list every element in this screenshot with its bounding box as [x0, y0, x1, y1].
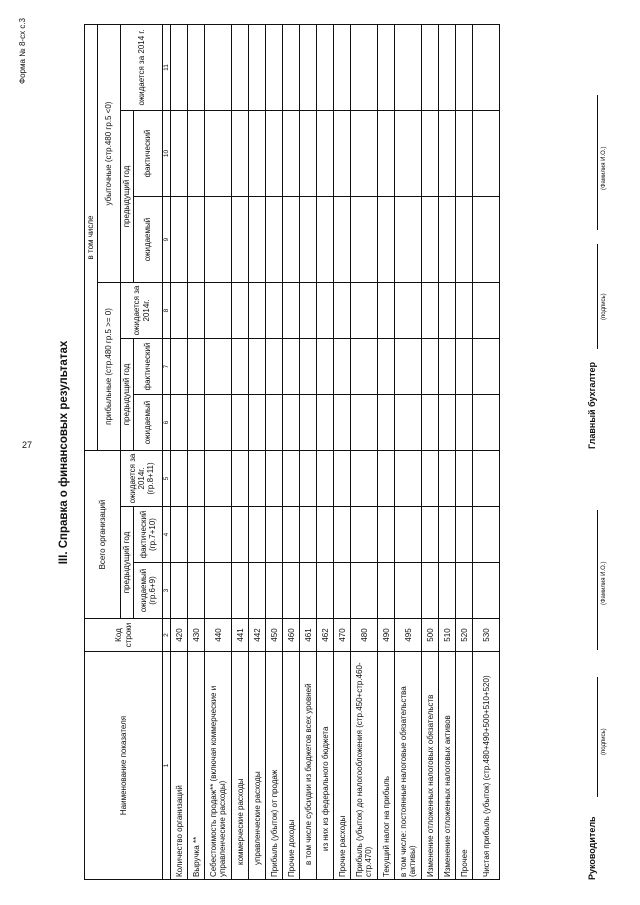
value-cell[interactable] [456, 395, 473, 451]
value-cell[interactable] [422, 111, 439, 197]
value-cell[interactable] [249, 563, 266, 619]
value-cell[interactable] [439, 111, 456, 197]
value-cell[interactable] [300, 24, 317, 110]
row-name: Текущий налог на прибыль [378, 652, 395, 880]
value-cell[interactable] [422, 395, 439, 451]
header-prev-year-all: предыдущий год [121, 507, 134, 619]
value-cell[interactable] [439, 339, 456, 395]
value-cell[interactable] [317, 395, 334, 451]
value-cell[interactable] [378, 507, 395, 563]
header-expected-all: ожидаемый (гр.6+9) [134, 563, 163, 619]
accountant-signature-caption: (подпись) [601, 293, 607, 320]
header-row-1 [85, 24, 98, 879]
value-cell[interactable] [473, 339, 500, 395]
value-cell[interactable] [473, 197, 500, 283]
value-cell[interactable] [422, 339, 439, 395]
head-signature-line [597, 677, 598, 797]
value-cell[interactable] [456, 563, 473, 619]
value-cell[interactable] [283, 395, 300, 451]
value-cell[interactable] [266, 451, 283, 507]
table-row [249, 24, 266, 879]
value-cell[interactable] [473, 563, 500, 619]
value-cell[interactable] [300, 507, 317, 563]
head-label: Руководитель [587, 816, 597, 880]
row-name: Количество организаций [171, 652, 188, 880]
value-cell[interactable] [439, 395, 456, 451]
value-cell[interactable] [266, 563, 283, 619]
value-cell[interactable] [300, 283, 317, 339]
value-cell[interactable] [473, 451, 500, 507]
value-cell[interactable] [456, 283, 473, 339]
value-cell[interactable] [283, 24, 300, 110]
value-cell[interactable] [334, 283, 351, 339]
header-all-orgs: Всего организаций [85, 451, 121, 619]
col-number: 10 [163, 111, 171, 197]
head-name-caption: (Фамилия И.О.) [601, 561, 607, 605]
col-number: 9 [163, 197, 171, 283]
value-cell[interactable] [334, 451, 351, 507]
value-cell[interactable] [378, 111, 395, 197]
value-cell[interactable] [351, 339, 378, 395]
value-cell[interactable] [283, 111, 300, 197]
page-number: 27 [22, 440, 33, 450]
value-cell[interactable] [205, 24, 232, 110]
value-cell[interactable] [205, 111, 232, 197]
table-row [171, 24, 188, 879]
value-cell[interactable] [300, 339, 317, 395]
value-cell[interactable] [439, 563, 456, 619]
value-cell[interactable] [351, 563, 378, 619]
value-cell[interactable] [171, 111, 188, 197]
value-cell[interactable] [171, 197, 188, 283]
value-cell[interactable] [456, 339, 473, 395]
value-cell[interactable] [249, 24, 266, 110]
value-cell[interactable] [205, 395, 232, 451]
value-cell[interactable] [300, 197, 317, 283]
table-body [171, 24, 500, 879]
value-cell[interactable] [300, 395, 317, 451]
value-cell[interactable] [205, 197, 232, 283]
value-cell[interactable] [317, 451, 334, 507]
value-cell[interactable] [395, 507, 422, 563]
header-prev-year-unprofitable: предыдущий год [121, 111, 134, 283]
value-cell[interactable] [266, 111, 283, 197]
header-prev-year-profitable: предыдущий год [121, 339, 134, 451]
value-cell[interactable] [266, 283, 283, 339]
value-cell[interactable] [232, 563, 249, 619]
row-code: 470 [334, 619, 351, 652]
row-name: Прочее [456, 652, 473, 880]
header-actual-unprofitable: фактический [134, 111, 163, 197]
value-cell[interactable] [188, 451, 205, 507]
col-number: 7 [163, 339, 171, 395]
row-name: Прибыль (убыток) до налогообложения (стр.450+стр.460-стр.470) [351, 652, 378, 880]
value-cell[interactable] [351, 24, 378, 110]
value-cell[interactable] [232, 24, 249, 110]
header-actual-all: фактический (гр.7+10) [134, 507, 163, 563]
value-cell[interactable] [334, 197, 351, 283]
value-cell[interactable] [232, 283, 249, 339]
value-cell[interactable] [188, 395, 205, 451]
value-cell[interactable] [456, 111, 473, 197]
row-name: из них из федерального бюджета [317, 652, 334, 880]
col-number: 6 [163, 395, 171, 451]
value-cell[interactable] [378, 395, 395, 451]
col-number: 3 [163, 563, 171, 619]
row-code: 460 [283, 619, 300, 652]
value-cell[interactable] [249, 197, 266, 283]
table-row [283, 24, 300, 879]
value-cell[interactable] [334, 395, 351, 451]
value-cell[interactable] [249, 395, 266, 451]
row-name: Прибыль (убыток) от продаж [266, 652, 283, 880]
value-cell[interactable] [188, 563, 205, 619]
value-cell[interactable] [188, 197, 205, 283]
value-cell[interactable] [317, 111, 334, 197]
value-cell[interactable] [232, 395, 249, 451]
col-number: 5 [163, 451, 171, 507]
value-cell[interactable] [188, 283, 205, 339]
value-cell[interactable] [249, 451, 266, 507]
row-name: Прочие расходы [334, 652, 351, 880]
value-cell[interactable] [473, 111, 500, 197]
value-cell[interactable] [395, 395, 422, 451]
value-cell[interactable] [334, 339, 351, 395]
value-cell[interactable] [283, 339, 300, 395]
row-name: Прочие доходы [283, 652, 300, 880]
value-cell[interactable] [473, 283, 500, 339]
value-cell[interactable] [171, 451, 188, 507]
row-name: Изменение отложенных налоговых активов [439, 652, 456, 880]
col-number: 11 [163, 24, 171, 110]
value-cell[interactable] [188, 507, 205, 563]
row-name: в том числе субсидии из бюджетов всех уровней [300, 652, 317, 880]
table-row [456, 24, 473, 879]
value-cell[interactable] [283, 507, 300, 563]
header-including: в том числе [85, 24, 98, 450]
value-cell[interactable] [473, 24, 500, 110]
value-cell[interactable] [232, 507, 249, 563]
accountant-name-line [597, 95, 598, 230]
value-cell[interactable] [266, 395, 283, 451]
value-cell[interactable] [395, 283, 422, 339]
table-row [205, 24, 232, 879]
value-cell[interactable] [378, 563, 395, 619]
value-cell[interactable] [249, 111, 266, 197]
head-name-line [597, 510, 598, 650]
value-cell[interactable] [456, 24, 473, 110]
value-cell[interactable] [439, 507, 456, 563]
value-cell[interactable] [188, 24, 205, 110]
value-cell[interactable] [422, 563, 439, 619]
value-cell[interactable] [300, 111, 317, 197]
table-row [473, 24, 500, 879]
column-numbers-row [163, 24, 171, 879]
value-cell[interactable] [334, 24, 351, 110]
value-cell[interactable] [422, 507, 439, 563]
row-code: 430 [188, 619, 205, 652]
value-cell[interactable] [439, 197, 456, 283]
value-cell[interactable] [266, 24, 283, 110]
value-cell[interactable] [378, 197, 395, 283]
col-number: 1 [163, 652, 171, 880]
accountant-name-caption: (Фамилия И.О.) [601, 146, 607, 190]
value-cell[interactable] [378, 451, 395, 507]
value-cell[interactable] [249, 507, 266, 563]
value-cell[interactable] [473, 507, 500, 563]
table-row [317, 24, 334, 879]
value-cell[interactable] [334, 507, 351, 563]
table-row [266, 24, 283, 879]
value-cell[interactable] [188, 111, 205, 197]
table-row [395, 24, 422, 879]
header-code: Код строки [85, 619, 163, 652]
value-cell[interactable] [334, 111, 351, 197]
value-cell[interactable] [300, 563, 317, 619]
row-code: 495 [395, 619, 422, 652]
row-code: 490 [378, 619, 395, 652]
value-cell[interactable] [317, 197, 334, 283]
value-cell[interactable] [422, 197, 439, 283]
row-code: 520 [456, 619, 473, 652]
value-cell[interactable] [205, 451, 232, 507]
col-number: 4 [163, 507, 171, 563]
value-cell[interactable] [205, 283, 232, 339]
value-cell[interactable] [351, 451, 378, 507]
value-cell[interactable] [351, 507, 378, 563]
value-cell[interactable] [283, 197, 300, 283]
value-cell[interactable] [456, 197, 473, 283]
value-cell[interactable] [249, 283, 266, 339]
value-cell[interactable] [395, 111, 422, 197]
value-cell[interactable] [171, 339, 188, 395]
value-cell[interactable] [249, 339, 266, 395]
row-name: Выручка ** [188, 652, 205, 880]
header-expected-2014-all: ожидается за 2014г. (гр.8+11) [121, 451, 163, 507]
row-code: 441 [232, 619, 249, 652]
value-cell[interactable] [232, 111, 249, 197]
row-name: Чистая прибыль (убыток) (стр.480+490+500+510+520) [473, 652, 500, 880]
row-name: в том числе: постоянные налоговые обязательства (активы) [395, 652, 422, 880]
row-name: управленческие расходы [249, 652, 266, 880]
table-row [351, 24, 378, 879]
table-row [422, 24, 439, 879]
value-cell[interactable] [456, 451, 473, 507]
value-cell[interactable] [317, 24, 334, 110]
value-cell[interactable] [395, 24, 422, 110]
value-cell[interactable] [378, 339, 395, 395]
value-cell[interactable] [422, 24, 439, 110]
value-cell[interactable] [422, 451, 439, 507]
row-code: 530 [473, 619, 500, 652]
value-cell[interactable] [171, 283, 188, 339]
value-cell[interactable] [395, 339, 422, 395]
row-code: 420 [171, 619, 188, 652]
value-cell[interactable] [283, 451, 300, 507]
value-cell[interactable] [317, 507, 334, 563]
value-cell[interactable] [334, 563, 351, 619]
head-signature-caption: (подпись) [601, 728, 607, 755]
value-cell[interactable] [317, 563, 334, 619]
row-code: 480 [351, 619, 378, 652]
value-cell[interactable] [205, 563, 232, 619]
value-cell[interactable] [266, 197, 283, 283]
value-cell[interactable] [232, 339, 249, 395]
table-row [378, 24, 395, 879]
value-cell[interactable] [300, 451, 317, 507]
header-unprofitable: убыточные (стр.480 гр.5 <0) [98, 24, 121, 282]
value-cell[interactable] [266, 339, 283, 395]
row-code: 440 [205, 619, 232, 652]
row-code: 442 [249, 619, 266, 652]
header-expected-profitable: ожидаемый [134, 395, 163, 451]
value-cell[interactable] [232, 197, 249, 283]
header-expected-unprofitable: ожидаемый [134, 197, 163, 283]
value-cell[interactable] [205, 507, 232, 563]
value-cell[interactable] [439, 283, 456, 339]
value-cell[interactable] [456, 507, 473, 563]
row-code: 500 [422, 619, 439, 652]
value-cell[interactable] [422, 283, 439, 339]
row-name: Себестоимость продаж** (включая коммерческие и управленческие расходы) [205, 652, 232, 880]
value-cell[interactable] [317, 339, 334, 395]
col-number: 2 [163, 619, 171, 652]
value-cell[interactable] [378, 283, 395, 339]
page-title: III. Справка о финансовых результатах [58, 340, 70, 565]
row-code: 461 [300, 619, 317, 652]
table-row [232, 24, 249, 879]
header-expected-2014-profitable: ожидается за 2014г. [121, 283, 163, 339]
row-name: Изменение отложенных налоговых обязательств [422, 652, 439, 880]
row-code: 462 [317, 619, 334, 652]
row-name: коммерческие расходы [232, 652, 249, 880]
value-cell[interactable] [266, 507, 283, 563]
value-cell[interactable] [395, 451, 422, 507]
form-number: Форма № 8-сх с.3 [18, 18, 27, 84]
value-cell[interactable] [205, 339, 232, 395]
row-code: 510 [439, 619, 456, 652]
value-cell[interactable] [351, 395, 378, 451]
value-cell[interactable] [473, 395, 500, 451]
header-name: Наименование показателя [85, 652, 163, 880]
value-cell[interactable] [439, 24, 456, 110]
value-cell[interactable] [188, 339, 205, 395]
value-cell[interactable] [439, 451, 456, 507]
accountant-label: Главный бухгалтер [587, 361, 597, 449]
row-code: 450 [266, 619, 283, 652]
value-cell[interactable] [351, 111, 378, 197]
value-cell[interactable] [171, 24, 188, 110]
value-cell[interactable] [395, 563, 422, 619]
value-cell[interactable] [283, 563, 300, 619]
value-cell[interactable] [378, 24, 395, 110]
col-number: 8 [163, 283, 171, 339]
table-row [188, 24, 205, 879]
header-expected-2014-unprofitable: ожидается за 2014 г. [121, 24, 163, 110]
value-cell[interactable] [395, 197, 422, 283]
header-actual-profitable: фактический [134, 339, 163, 395]
table-row [300, 24, 317, 879]
financial-results-table [84, 24, 500, 880]
accountant-signature-line [597, 244, 598, 349]
value-cell[interactable] [351, 283, 378, 339]
table-row [439, 24, 456, 879]
value-cell[interactable] [171, 507, 188, 563]
value-cell[interactable] [283, 283, 300, 339]
header-profitable: прибыльные (стр.480 гр.5 >= 0) [98, 283, 121, 451]
value-cell[interactable] [317, 283, 334, 339]
value-cell[interactable] [171, 563, 188, 619]
table-row [334, 24, 351, 879]
value-cell[interactable] [232, 451, 249, 507]
value-cell[interactable] [171, 395, 188, 451]
value-cell[interactable] [351, 197, 378, 283]
